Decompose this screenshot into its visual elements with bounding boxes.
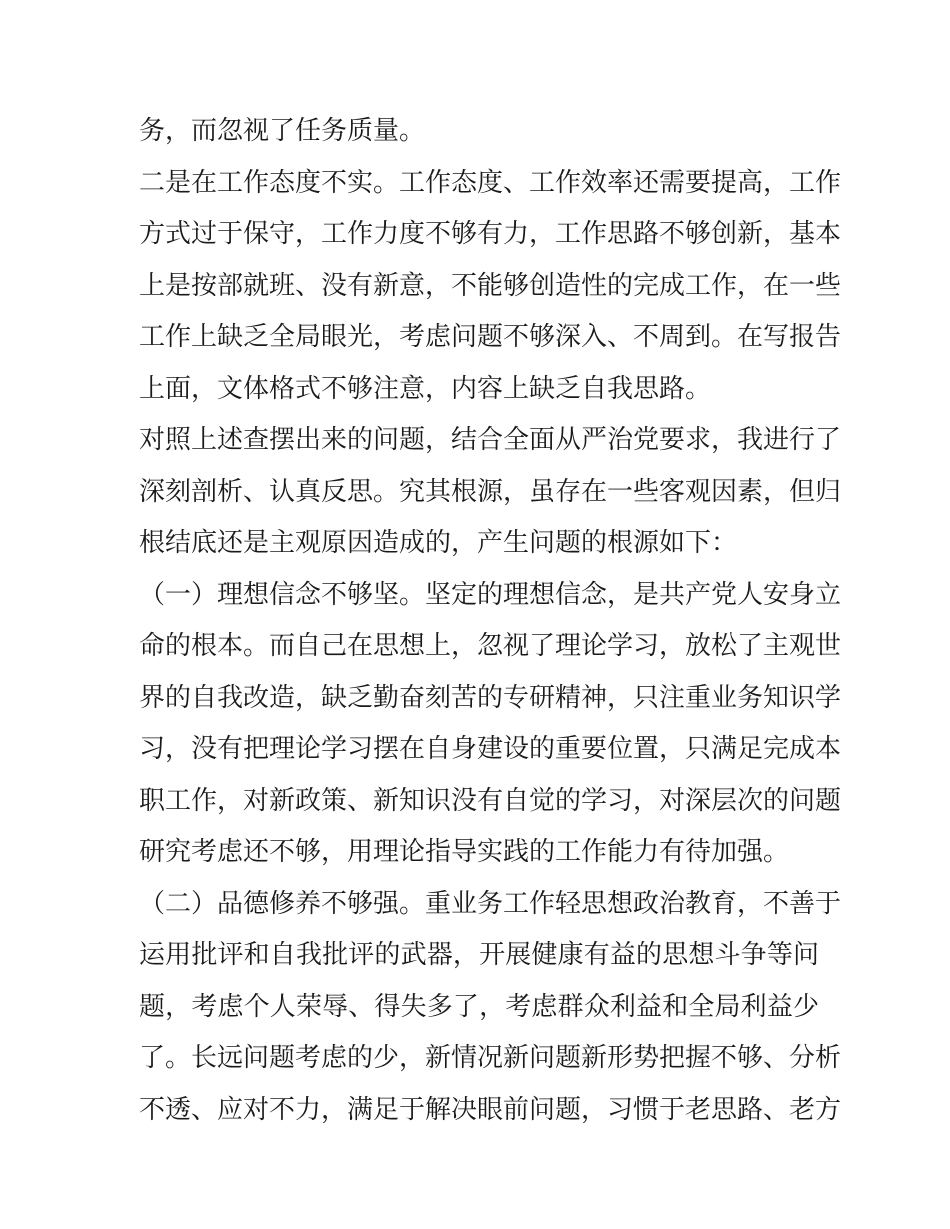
text-line: 研究考虑还不够，用理论指导实践的工作能力有待加强。 bbox=[139, 837, 790, 867]
text-line: 职工作，对新政策、新知识没有自觉的学习，对深层次的问题 bbox=[139, 785, 842, 816]
text-line: （二）品德修养不够强。重业务工作轻思想政治教育，不善于 bbox=[139, 888, 842, 919]
text-line: 界的自我改造，缺乏勤奋刻苦的专研精神，只注重业务知识学 bbox=[139, 682, 842, 713]
text-line: 深刻剖析、认真反思。究其根源，虽存在一些客观因素，但归 bbox=[139, 476, 842, 507]
text-line: 二是在工作态度不实。工作态度、工作效率还需要提高，工作 bbox=[139, 167, 842, 198]
text-line: 方式过于保守，工作力度不够有力，工作思路不够创新，基本 bbox=[139, 219, 842, 249]
text-line: 工作上缺乏全局眼光，考虑问题不够深入、不周到。在写报告 bbox=[139, 322, 842, 352]
text-line: 不透、应对不力，满足于解决眼前问题，习惯于老思路、老方 bbox=[139, 1094, 842, 1125]
text-line: 对照上述查摆出来的问题，结合全面从严治党要求，我进行了 bbox=[139, 425, 842, 455]
document-body bbox=[139, 106, 842, 1136]
text-line: 习，没有把理论学习摆在自身建设的重要位置，只满足完成本 bbox=[139, 734, 842, 764]
text-line: 根结底还是主观原因造成的，产生问题的根源如下： bbox=[139, 528, 738, 558]
text-line: 题，考虑个人荣辱、得失多了，考虑群众利益和全局利益少 bbox=[139, 991, 819, 1022]
text-line: 运用批评和自我批评的武器，开展健康有益的思想斗争等问 bbox=[139, 940, 819, 970]
text-line: 了。长远问题考虑的少，新情况新问题新形势把握不够、分析 bbox=[139, 1043, 842, 1073]
text-line: 上是按部就班、没有新意，不能够创造性的完成工作，在一些 bbox=[139, 270, 842, 301]
text-line: 上面，文体格式不够注意，内容上缺乏自我思路。 bbox=[139, 373, 712, 404]
text-line: （一）理想信念不够坚。坚定的理想信念，是共产党人安身立 bbox=[139, 579, 842, 610]
text-line: 命的根本。而自己在思想上，忽视了理论学习，放松了主观世 bbox=[139, 631, 842, 661]
text-line: 务，而忽视了任务质量。 bbox=[139, 116, 426, 146]
